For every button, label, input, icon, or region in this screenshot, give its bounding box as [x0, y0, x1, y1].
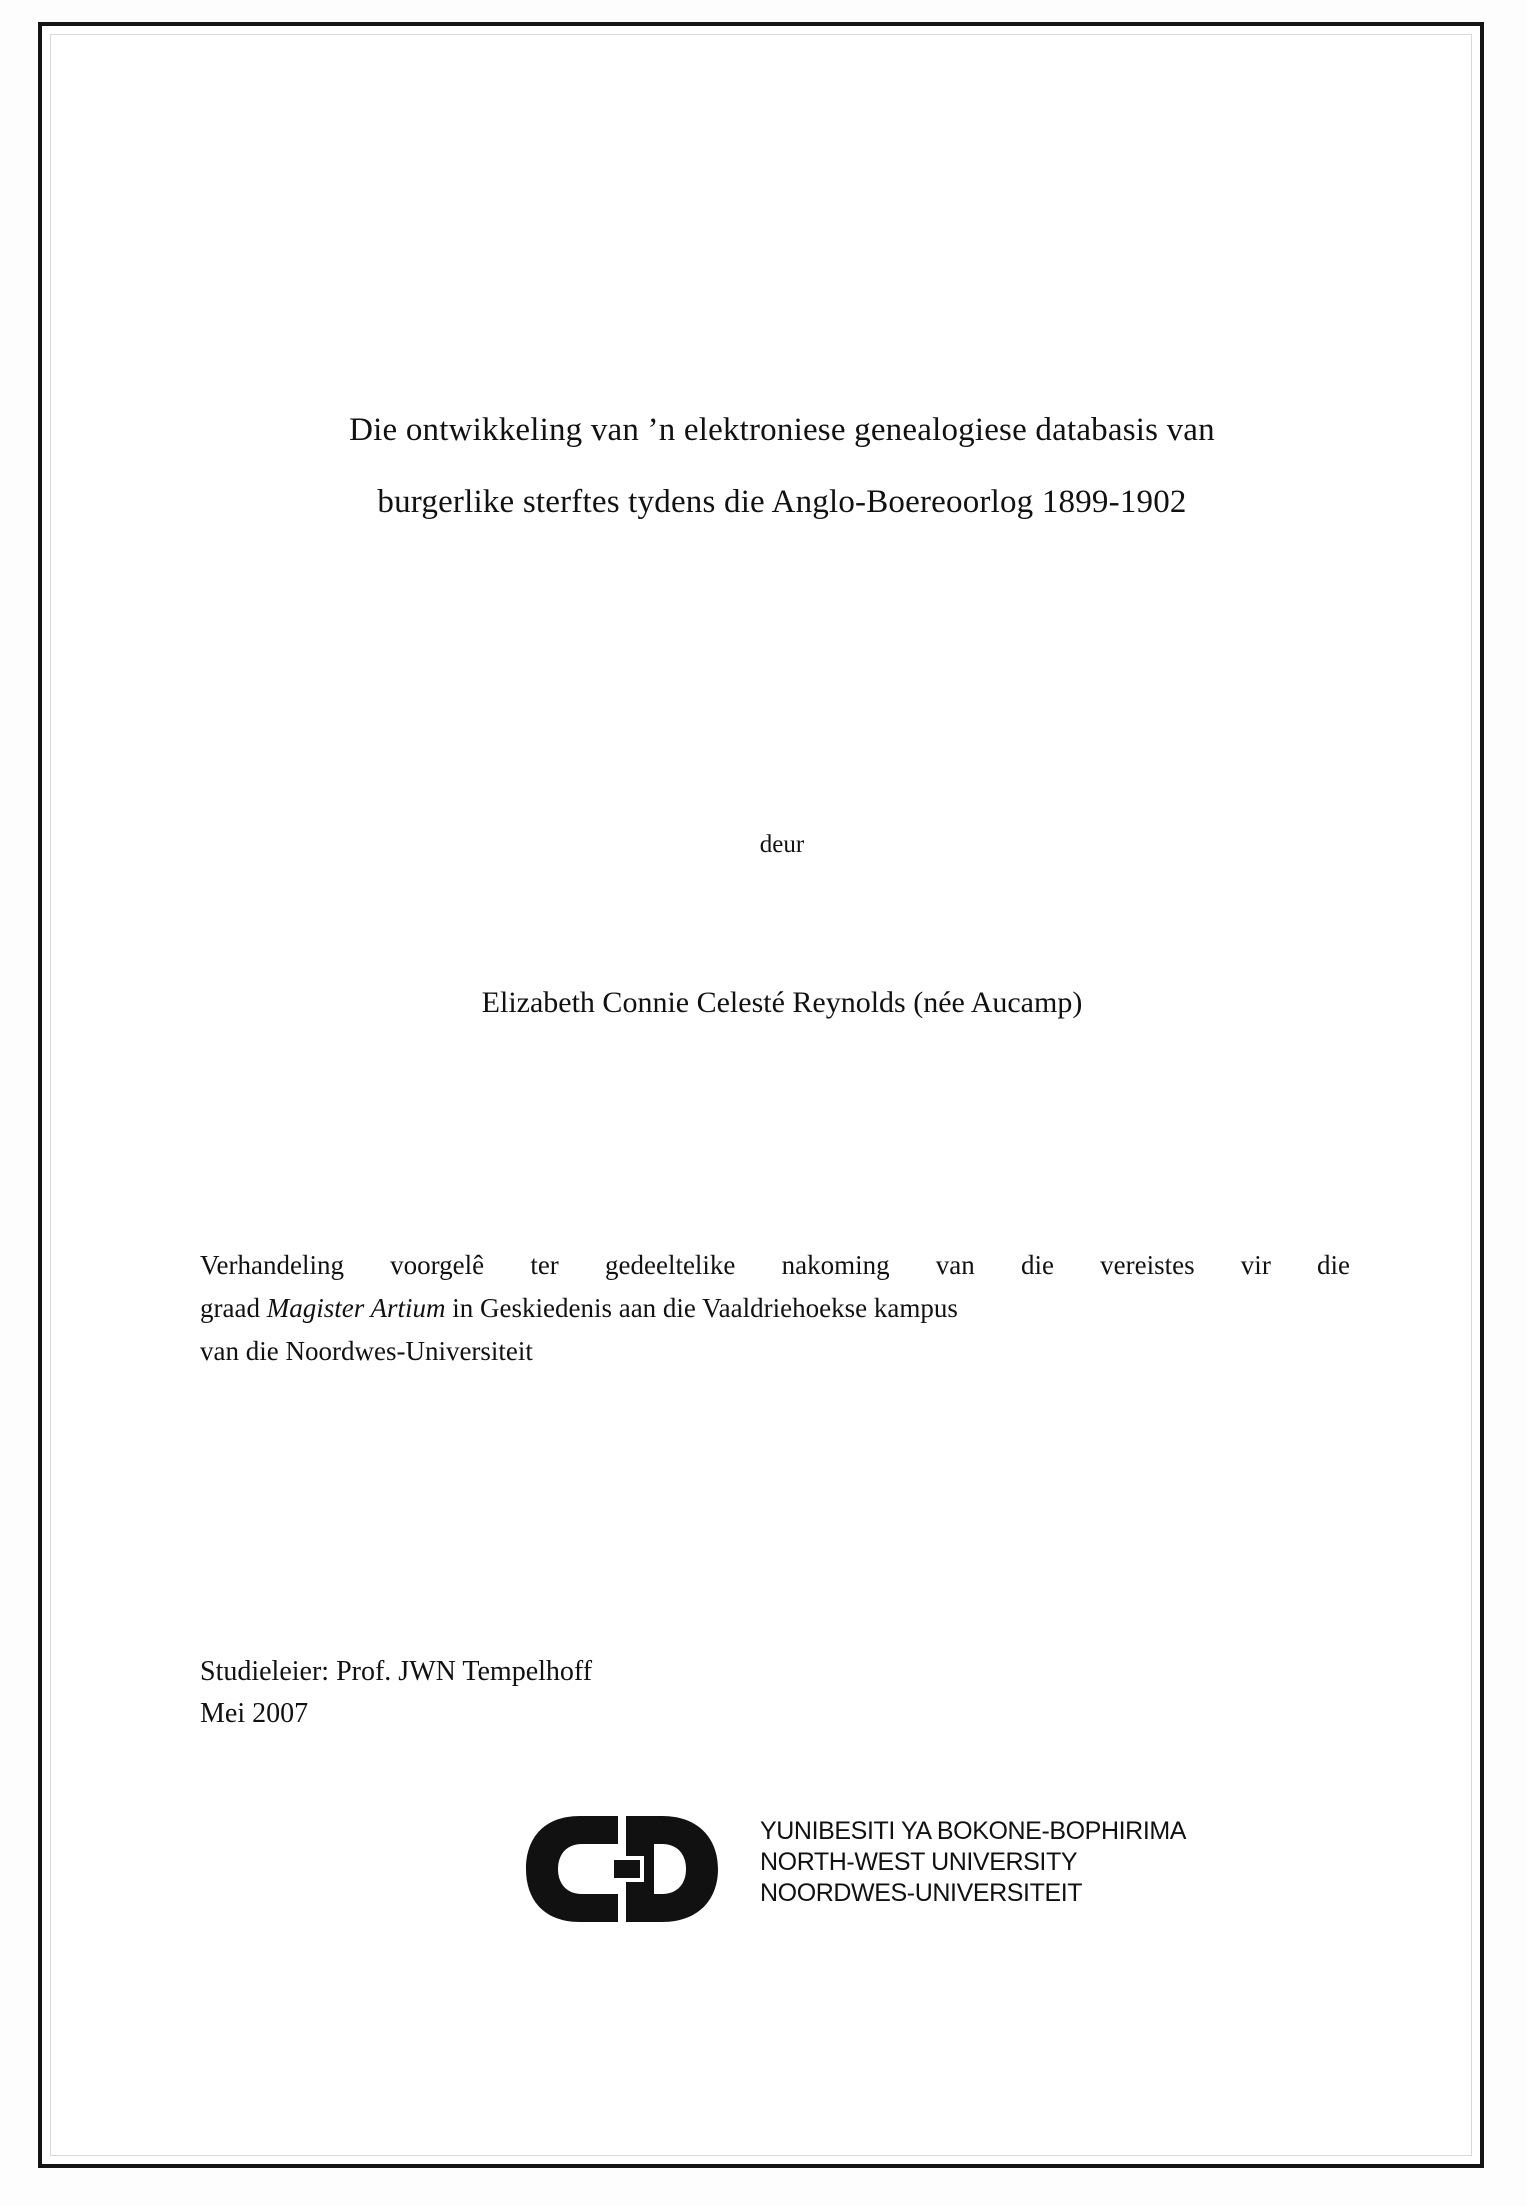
submission-line-1: Verhandeling voorgelê ter gedeeltelike nakoming van die vereistes vir die: [200, 1250, 1350, 1280]
logo-text-line-3: NOORDWES-UNIVERSITEIT: [760, 1879, 1083, 1907]
university-logo-text: [760, 1816, 1186, 1909]
title-line-1: Die ontwikkeling van ’n elektroniese genealogiese databasis van: [349, 412, 1215, 448]
submission-line-3: van die Noordwes-Universiteit: [200, 1336, 533, 1366]
title-page-content: [192, 26, 1372, 2164]
page-title: [192, 394, 1372, 538]
author-name: Elizabeth Connie Celesté Reynolds (née Aucamp): [481, 986, 1083, 1019]
university-logo-block: [522, 1808, 1222, 1938]
page-border-frame: [38, 22, 1484, 2168]
supervisor-name: Studieleier: Prof. JWN Tempelhoff: [200, 1656, 593, 1687]
supervisor-block: [200, 1651, 1200, 1735]
title-line-2: burgerlike sterftes tydens die Anglo-Boereoorlog 1899-1902: [377, 484, 1187, 520]
submission-statement: [200, 1244, 1350, 1373]
submission-line-2-pre: graad: [200, 1293, 267, 1323]
submission-line-2: [200, 1287, 1350, 1330]
submission-line-2-post: in Geskiedenis aan die Vaaldriehoekse kampus: [445, 1293, 958, 1323]
logo-text-line-2: NORTH-WEST UNIVERSITY: [760, 1848, 1078, 1876]
north-west-university-logo-icon: [522, 1810, 732, 1928]
degree-name: Magister Artium: [266, 1293, 446, 1323]
logo-text-line-1: YUNIBESITI YA BOKONE-BOPHIRIMA: [760, 1817, 1187, 1845]
by-label: deur: [759, 831, 805, 858]
submission-date: Mei 2007: [200, 1698, 309, 1729]
